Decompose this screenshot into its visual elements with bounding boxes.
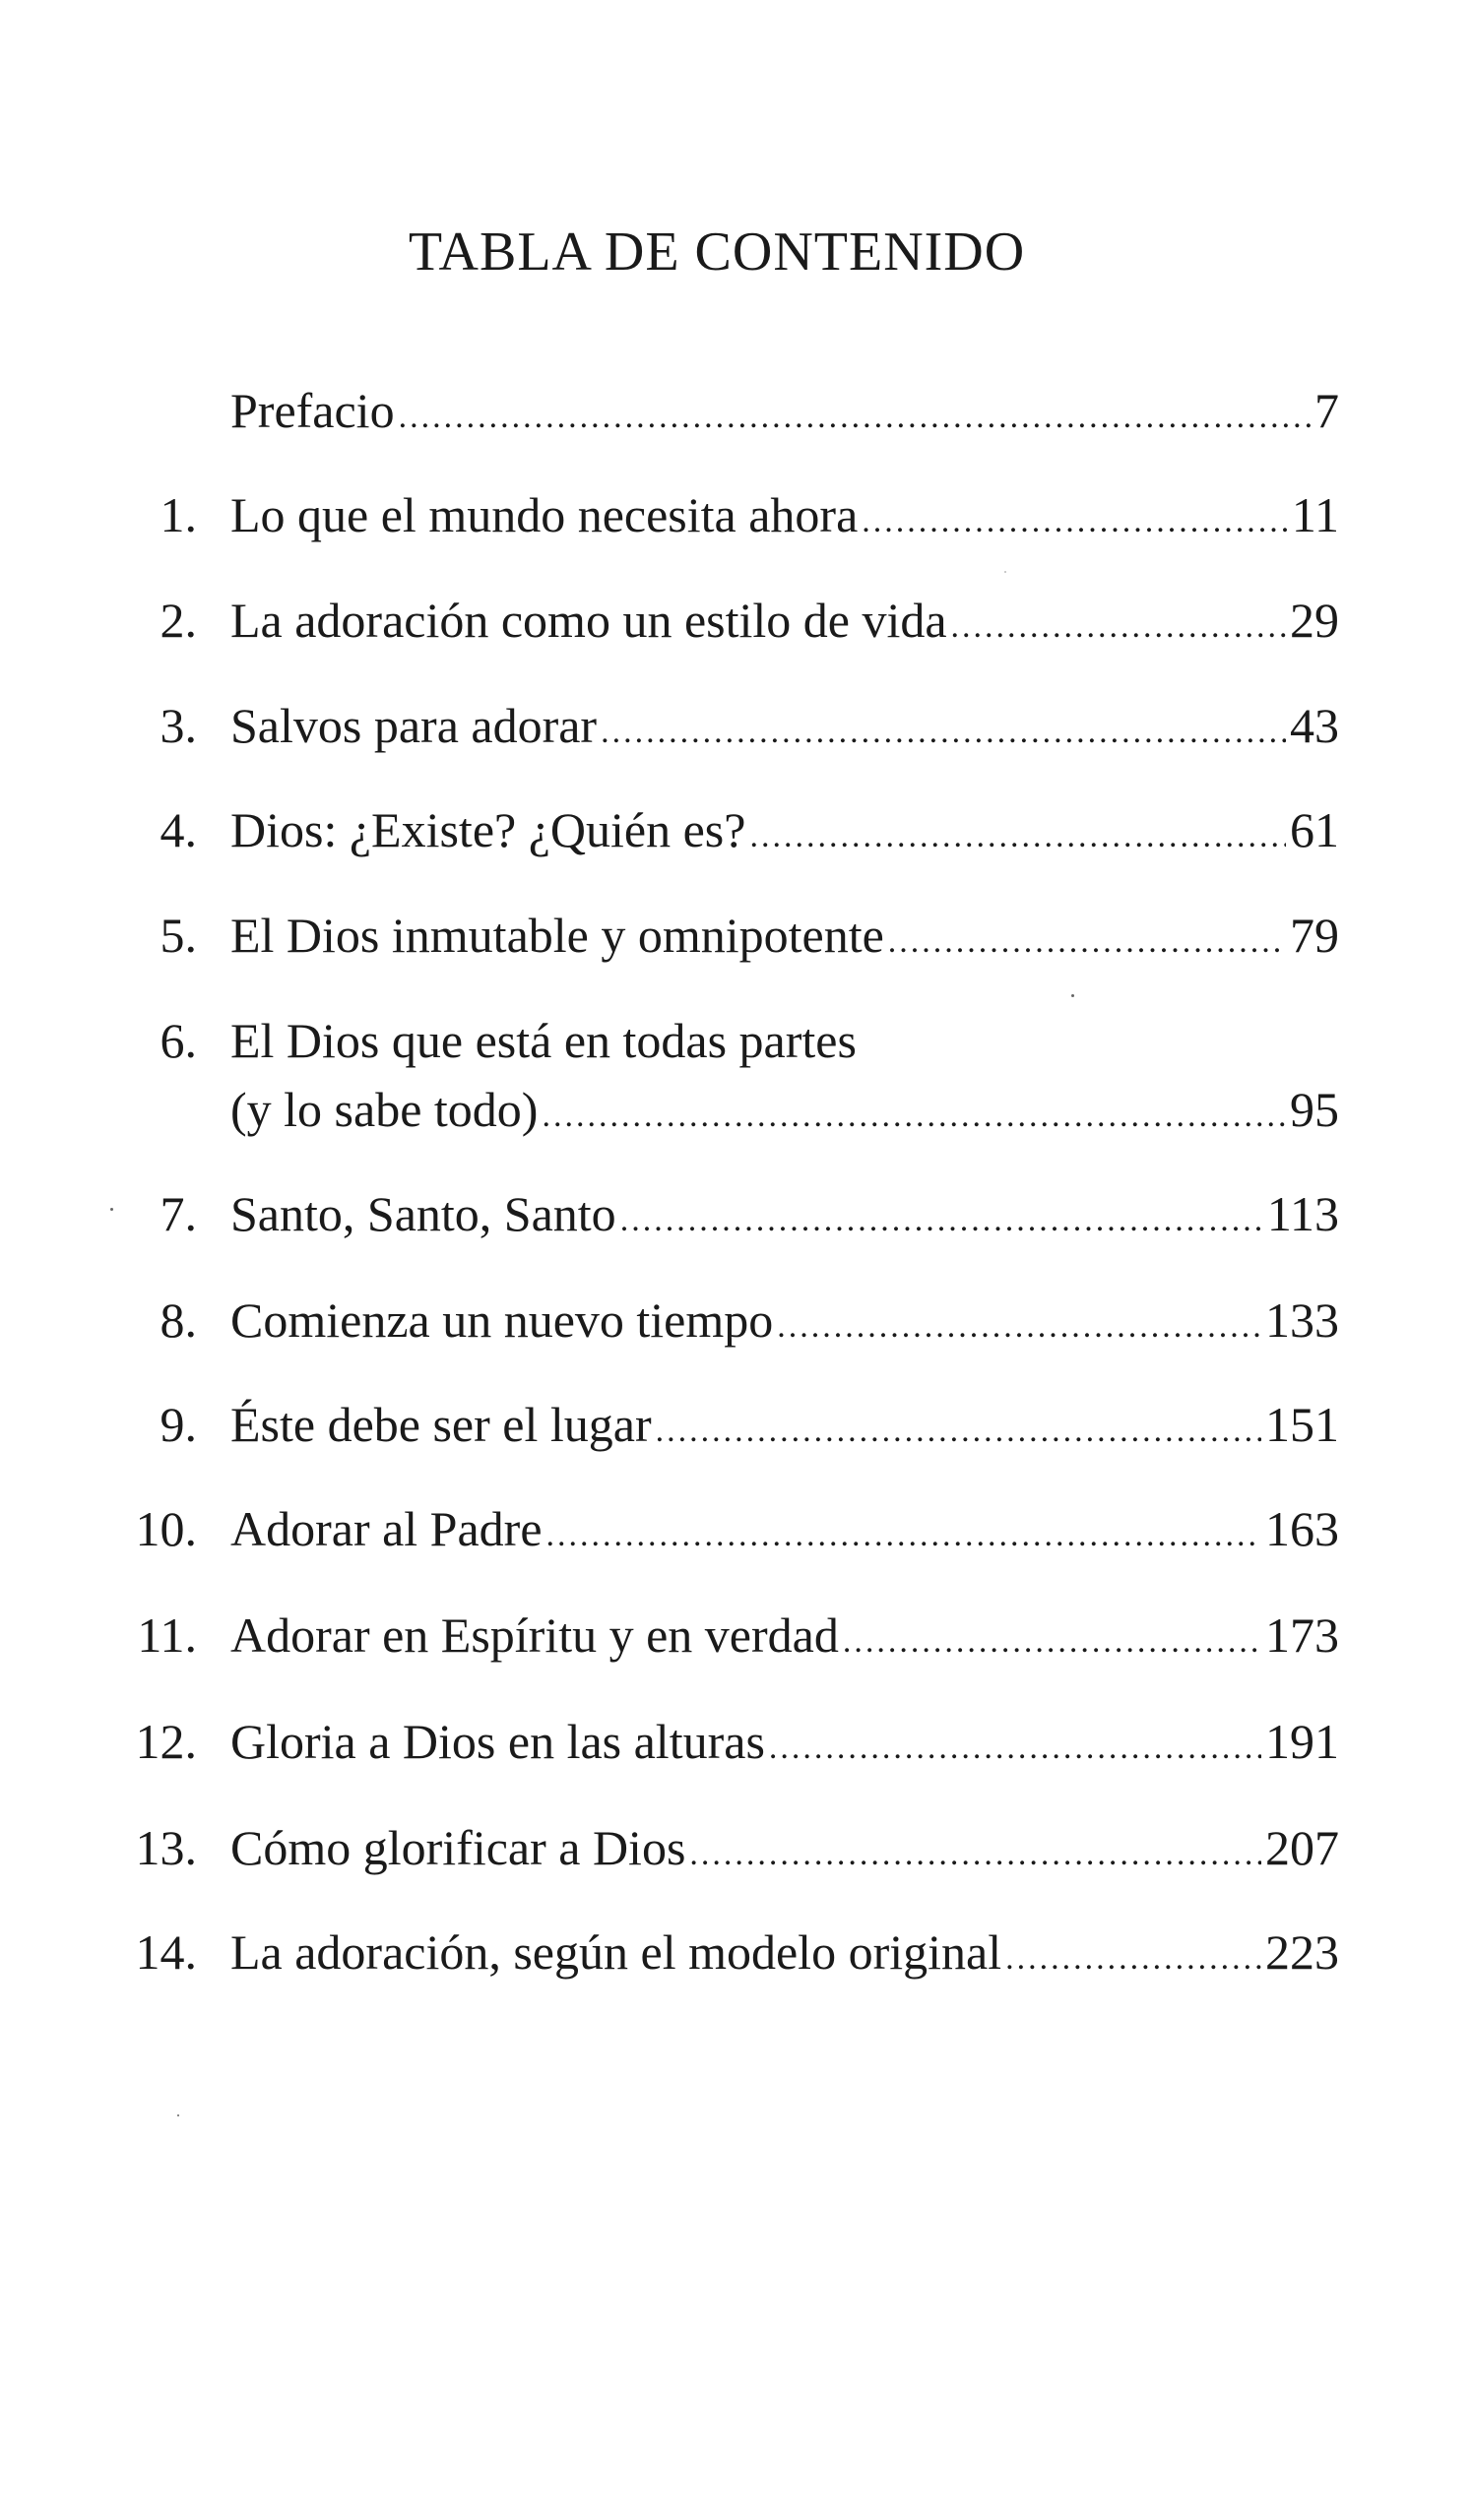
entry-title: Cómo glorificar a Dios <box>230 1820 686 1875</box>
entry-number: 11. <box>137 1607 197 1663</box>
dot-leader <box>843 1625 1261 1659</box>
dot-leader <box>689 1838 1261 1871</box>
entry-page-number: 133 <box>1265 1292 1339 1348</box>
dot-leader <box>749 820 1286 853</box>
entry-title: El Dios que está en todas partes <box>230 1013 857 1068</box>
entry-number: 10. <box>135 1501 197 1556</box>
dot-leader <box>769 1732 1261 1765</box>
entry-page-number: 7 <box>1314 383 1339 438</box>
dot-leader <box>546 1519 1261 1552</box>
print-speck <box>1071 994 1074 997</box>
print-speck <box>110 1208 113 1211</box>
entry-number: 3. <box>160 698 197 753</box>
dot-leader <box>862 505 1288 538</box>
entry-title: Santo, Santo, Santo <box>230 1186 616 1241</box>
entry-title: Lo que el mundo necesita ahora <box>230 487 859 542</box>
entry-page-number: 95 <box>1290 1082 1339 1137</box>
entry-number: 12. <box>135 1714 197 1769</box>
dot-leader <box>888 925 1286 959</box>
entry-title: Prefacio <box>230 383 395 438</box>
page-title: TABLA DE CONTENIDO <box>408 221 1026 283</box>
entry-title: Adorar al Padre <box>230 1501 543 1556</box>
entry-page-number: 43 <box>1290 698 1339 753</box>
entry-number: 6. <box>160 1013 197 1068</box>
entry-number: 13. <box>135 1820 197 1875</box>
entry-number: 1. <box>160 487 197 542</box>
entry-title: Adorar en Espíritu y en verdad <box>230 1607 839 1663</box>
entry-title: El Dios inmutable y omnipotente <box>230 908 884 963</box>
entry-number: 8. <box>160 1292 197 1348</box>
entry-page-number: 79 <box>1290 908 1339 963</box>
entry-number: 9. <box>160 1397 197 1452</box>
entry-page-number: 11 <box>1291 487 1339 542</box>
entry-title: Salvos para adorar <box>230 698 598 753</box>
dot-leader <box>601 716 1286 749</box>
entry-number: 7. <box>160 1186 197 1241</box>
entry-title: Dios: ¿Existe? ¿Quién es? <box>230 802 746 857</box>
dot-leader <box>1005 1942 1261 1976</box>
entry-number: 4. <box>160 802 197 857</box>
print-speck <box>1004 571 1006 573</box>
dot-leader <box>620 1204 1263 1237</box>
entry-number: 2. <box>160 593 197 648</box>
dot-leader <box>399 401 1311 434</box>
entry-title: Éste debe ser el lugar <box>230 1397 652 1452</box>
entry-page-number: 61 <box>1290 802 1339 857</box>
entry-title: Gloria a Dios en las alturas <box>230 1714 765 1769</box>
entry-title: Comienza un nuevo tiempo <box>230 1292 774 1348</box>
dot-leader <box>777 1310 1261 1344</box>
entry-page-number: 173 <box>1265 1607 1339 1663</box>
entry-title: La adoración, según el modelo original <box>230 1924 1002 1980</box>
entry-page-number: 151 <box>1265 1397 1339 1452</box>
entry-page-number: 163 <box>1265 1501 1339 1556</box>
entry-page-number: 223 <box>1265 1924 1339 1980</box>
entry-number: 14. <box>135 1924 197 1980</box>
entry-number: 5. <box>160 908 197 963</box>
entry-title: La adoración como un estilo de vida <box>230 593 947 648</box>
entry-title-continued: (y lo sabe todo) <box>230 1082 539 1137</box>
entry-page-number: 191 <box>1265 1714 1339 1769</box>
dot-leader <box>951 610 1286 644</box>
entry-page-number: 113 <box>1266 1186 1339 1241</box>
entry-page-number: 207 <box>1265 1820 1339 1875</box>
dot-leader <box>542 1100 1286 1133</box>
print-speck <box>177 2114 179 2116</box>
dot-leader <box>656 1415 1261 1448</box>
entry-page-number: 29 <box>1290 593 1339 648</box>
